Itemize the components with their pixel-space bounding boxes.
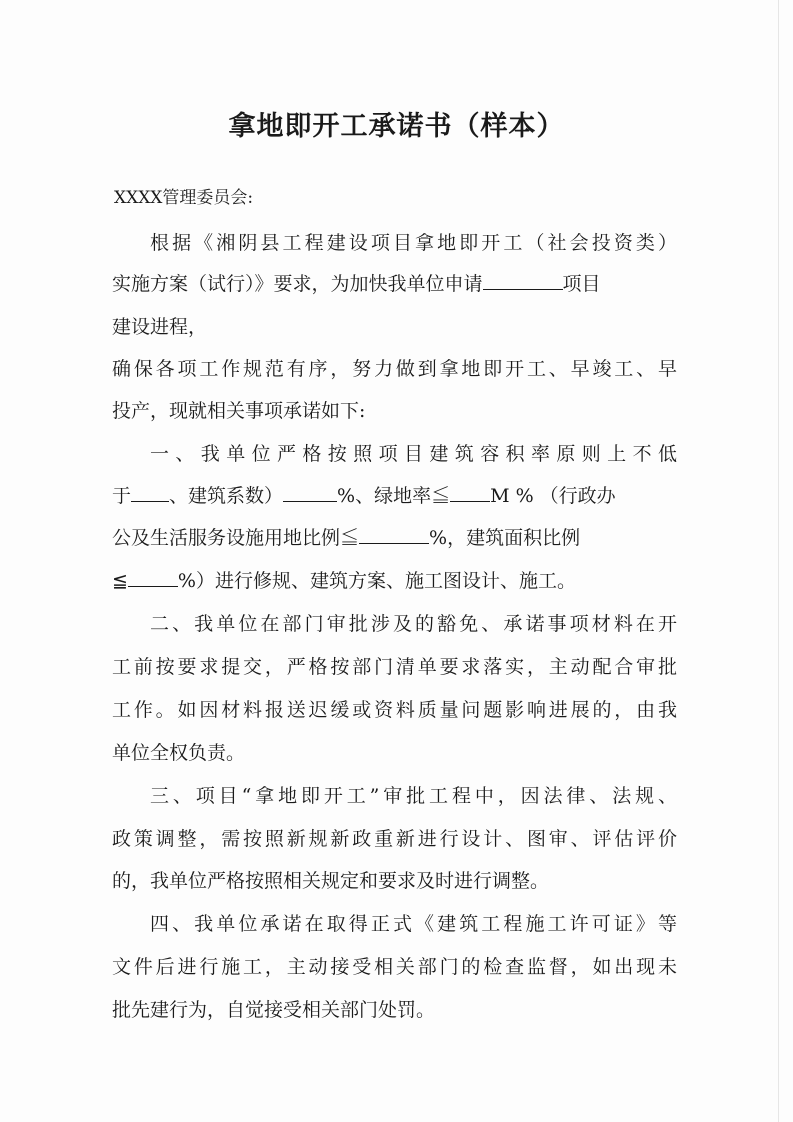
item1-line-2-a: 于 [112, 485, 132, 507]
intro-line-1: 根据《湘阴县工程建设项目拿地即开工（社会投资类） [150, 232, 677, 254]
item1-line-2-d: M % （行政办 [490, 485, 616, 507]
item1-line-2 [112, 482, 677, 510]
item4-line-2: 文件后进行施工，主动接受相关部门的检查监督，如出现未 [112, 956, 677, 978]
item2-line-2: 工前按要求提交，严格按部门清单要求落实，主动配合审批 [112, 656, 677, 678]
plot-ratio-blank[interactable] [131, 483, 169, 502]
scan-edge-line [778, 0, 779, 1122]
intro-line-4: 确保各项工作规范有序，努力做到拿地即开工、早竣工、早 [112, 358, 677, 380]
item1-line-3 [112, 524, 677, 552]
project-name-blank[interactable] [483, 271, 563, 290]
intro-line-2-suffix: 项目 [562, 273, 601, 295]
admin-land-ratio-blank[interactable] [359, 525, 429, 544]
intro-line-2 [112, 270, 677, 298]
item1-line-1: 一、我单位严格按照项目建筑容积率原则上不低 [150, 443, 677, 465]
item1-line-2-b: 、建筑系数） [169, 485, 284, 507]
item3-line-2: 政策调整，需按照新规新政重新进行设计、图审、评估评价 [112, 828, 677, 850]
item2-line-1: 二、我单位在部门审批涉及的豁免、承诺事项材料在开 [150, 613, 677, 635]
green-rate-blank[interactable] [450, 483, 490, 502]
item3-line-3: 的，我单位严格按照相关规定和要求及时进行调整。 [112, 870, 550, 892]
intro-line-2-text: 实施方案（试行）》要求，为加快我单位申请 [112, 273, 483, 295]
item1-line-4-b: %）进行修规、建筑方案、施工图设计、施工。 [177, 570, 576, 592]
item1-line-2-c: %、绿地率≦ [337, 485, 451, 507]
salutation: XXXX管理委员会: [114, 188, 254, 208]
item1-line-4 [112, 567, 677, 595]
intro-line-5: 投产，现就相关事项承诺如下: [112, 400, 366, 422]
document-title: 拿地即开工承诺书（样本） [228, 111, 565, 142]
item2-line-4: 单位全权负责。 [112, 742, 246, 764]
item4-line-1: 四、我单位承诺在取得正式《建筑工程施工许可证》等 [150, 913, 677, 935]
item3-line-1: 三、项目“拿地即开工”审批工程中，因法律、法规、 [150, 785, 677, 807]
item1-line-3-b: %，建筑面积比例 [429, 527, 581, 549]
item1-line-4-a: ≦ [112, 570, 128, 592]
intro-line-3: 建设进程， [112, 316, 208, 338]
item2-line-3: 工作。如因材料报送迟缓或资料质量问题影响进展的，由我 [112, 699, 677, 721]
floor-area-ratio-blank[interactable] [128, 568, 178, 587]
building-coefficient-blank[interactable] [283, 483, 337, 502]
item4-line-3: 批先建行为，自觉接受相关部门处罚。 [112, 999, 436, 1021]
item1-line-3-a: 公及生活服务设施用地比例≦ [112, 527, 360, 549]
